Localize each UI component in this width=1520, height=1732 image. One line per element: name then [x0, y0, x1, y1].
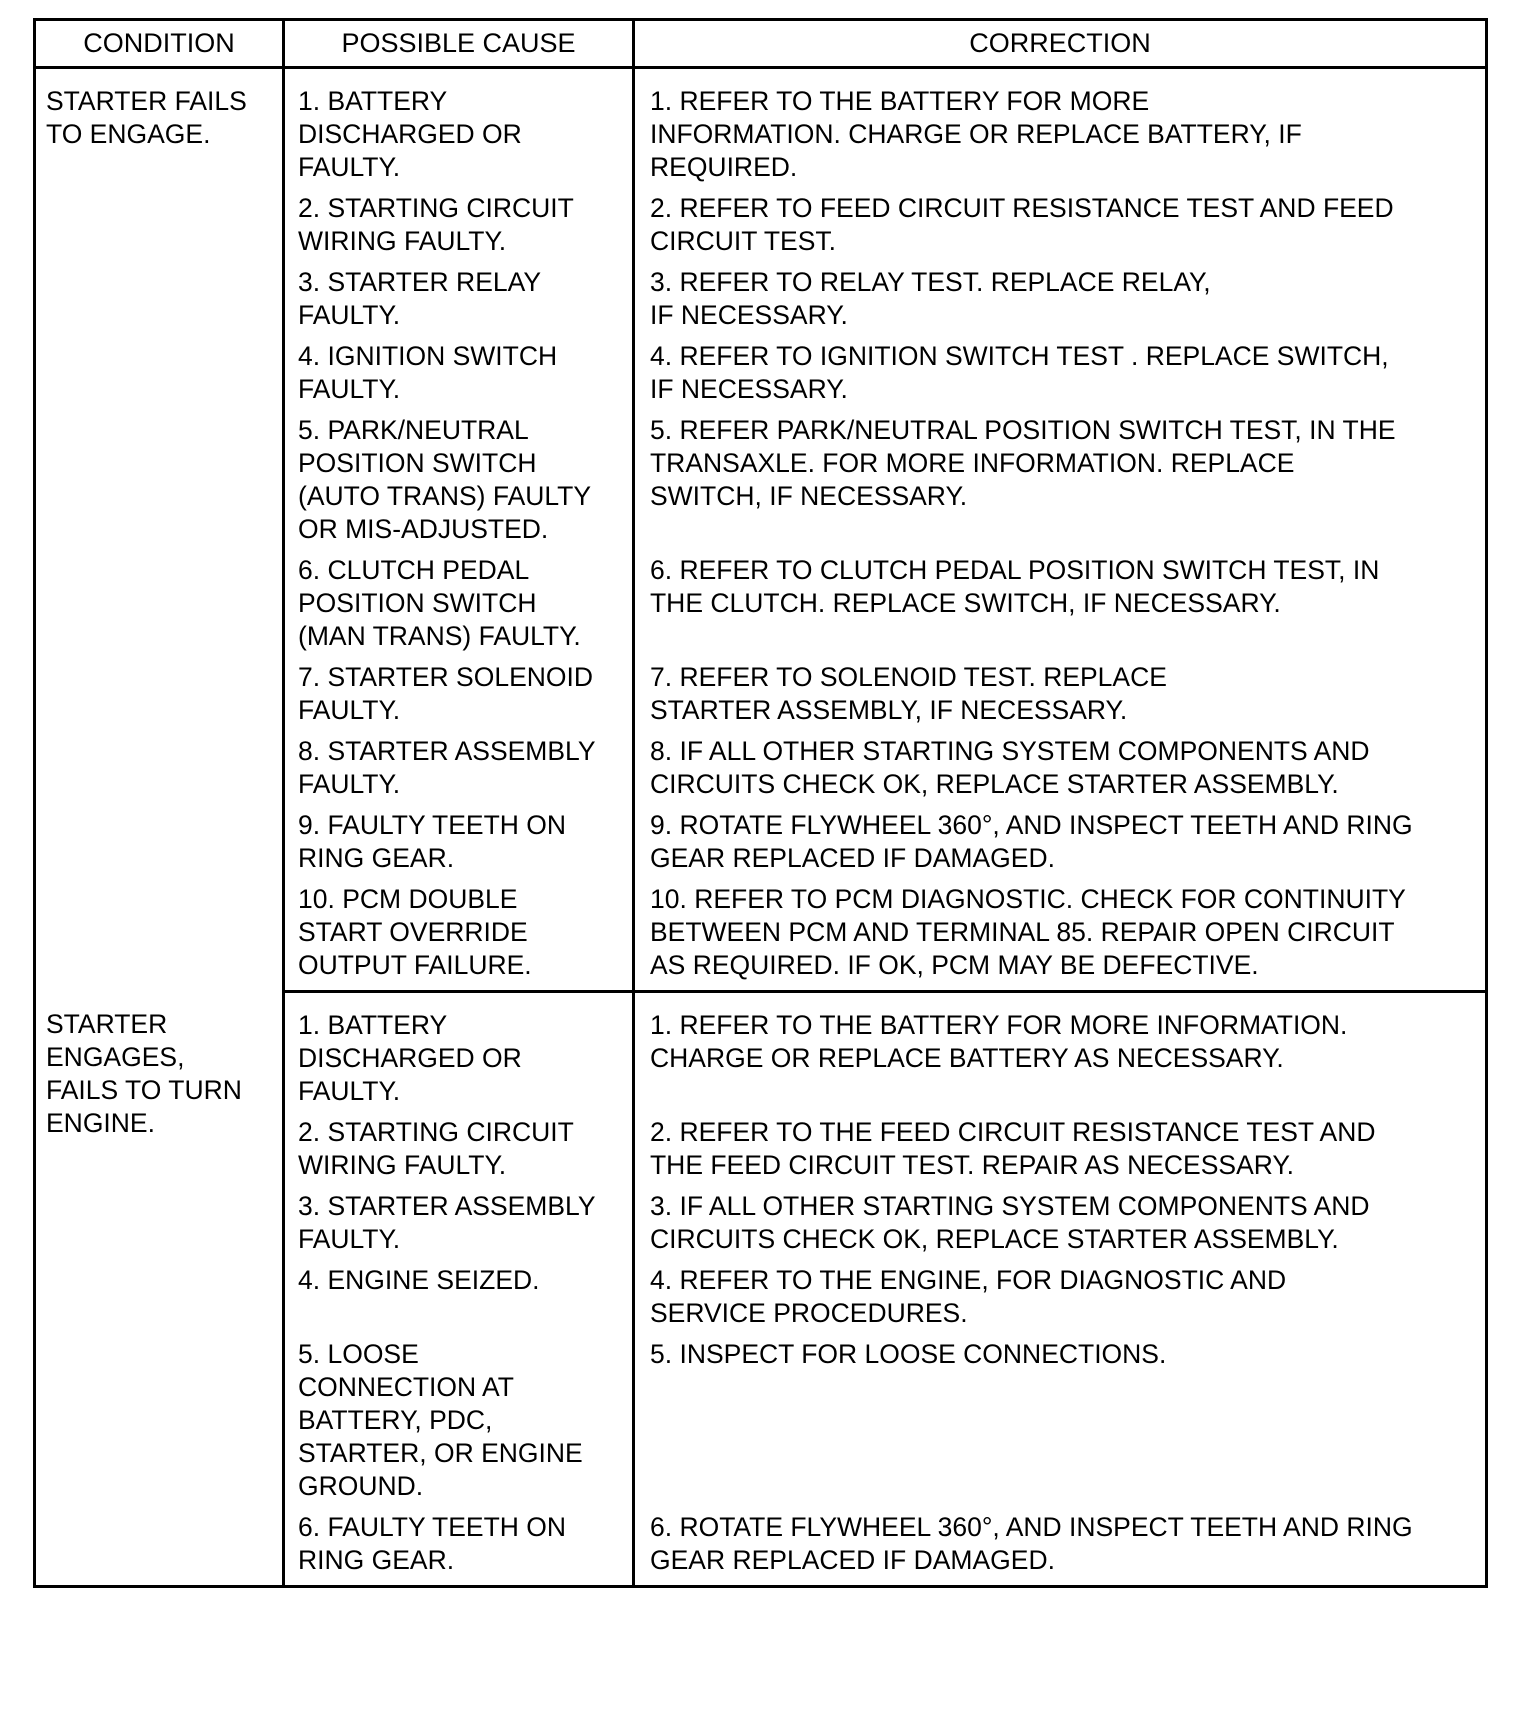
- correction-cell: 6. ROTATE FLYWHEEL 360°, AND INSPECT TEETH AND RING GEAR REPLACED IF DAMAGED.: [634, 1511, 1487, 1587]
- header-possible-cause: POSSIBLE CAUSE: [284, 20, 634, 68]
- possible-cause-cell: 10. PCM DOUBLE START OVERRIDE OUTPUT FAILURE.: [284, 883, 634, 992]
- diagnosis-table: [33, 18, 1488, 1588]
- possible-cause-cell: 4. IGNITION SWITCH FAULTY.: [284, 340, 634, 414]
- possible-cause-cell: 7. STARTER SOLENOID FAULTY.: [284, 661, 634, 735]
- correction-cell: 7. REFER TO SOLENOID TEST. REPLACE STARTER ASSEMBLY, IF NECESSARY.: [634, 661, 1487, 735]
- correction-cell: 5. INSPECT FOR LOOSE CONNECTIONS.: [634, 1338, 1487, 1511]
- possible-cause-cell: 4. ENGINE SEIZED.: [284, 1264, 634, 1338]
- possible-cause-cell: 3. STARTER ASSEMBLY FAULTY.: [284, 1190, 634, 1264]
- header-row: [35, 20, 1487, 68]
- correction-cell: 2. REFER TO FEED CIRCUIT RESISTANCE TEST AND FEED CIRCUIT TEST.: [634, 192, 1487, 266]
- possible-cause-cell: 8. STARTER ASSEMBLY FAULTY.: [284, 735, 634, 809]
- correction-cell: 6. REFER TO CLUTCH PEDAL POSITION SWITCH TEST, IN THE CLUTCH. REPLACE SWITCH, IF NECESSARY.: [634, 554, 1487, 661]
- possible-cause-cell: 3. STARTER RELAY FAULTY.: [284, 266, 634, 340]
- header-correction: CORRECTION: [634, 20, 1487, 68]
- possible-cause-cell: 1. BATTERY DISCHARGED OR FAULTY.: [284, 68, 634, 193]
- possible-cause-cell: 2. STARTING CIRCUIT WIRING FAULTY.: [284, 1116, 634, 1190]
- correction-cell: 8. IF ALL OTHER STARTING SYSTEM COMPONENTS AND CIRCUITS CHECK OK, REPLACE STARTER ASSEMBLY.: [634, 735, 1487, 809]
- correction-cell: 1. REFER TO THE BATTERY FOR MORE INFORMATION. CHARGE OR REPLACE BATTERY, IF REQUIRED.: [634, 68, 1487, 193]
- correction-cell: 9. ROTATE FLYWHEEL 360°, AND INSPECT TEETH AND RING GEAR REPLACED IF DAMAGED.: [634, 809, 1487, 883]
- correction-cell: 5. REFER PARK/NEUTRAL POSITION SWITCH TEST, IN THE TRANSAXLE. FOR MORE INFORMATION. REPLACE SWITCH, IF NECESSARY.: [634, 414, 1487, 554]
- header-condition: CONDITION: [35, 20, 284, 68]
- possible-cause-cell: 1. BATTERY DISCHARGED OR FAULTY.: [284, 992, 634, 1117]
- correction-cell: 3. REFER TO RELAY TEST. REPLACE RELAY, IF NECESSARY.: [634, 266, 1487, 340]
- possible-cause-cell: 2. STARTING CIRCUIT WIRING FAULTY.: [284, 192, 634, 266]
- possible-cause-cell: 5. LOOSE CONNECTION AT BATTERY, PDC, STARTER, OR ENGINE GROUND.: [284, 1338, 634, 1511]
- condition-cell: STARTER ENGAGES, FAILS TO TURN ENGINE.: [35, 992, 284, 1587]
- possible-cause-cell: 6. FAULTY TEETH ON RING GEAR.: [284, 1511, 634, 1587]
- correction-cell: 10. REFER TO PCM DIAGNOSTIC. CHECK FOR CONTINUITY BETWEEN PCM AND TERMINAL 85. REPAIR OPEN CIRCUIT AS REQUIRED. IF OK, PCM MAY BE DEFECTIVE.: [634, 883, 1487, 992]
- possible-cause-cell: 5. PARK/NEUTRAL POSITION SWITCH (AUTO TRANS) FAULTY OR MIS-ADJUSTED.: [284, 414, 634, 554]
- correction-cell: 4. REFER TO THE ENGINE, FOR DIAGNOSTIC AND SERVICE PROCEDURES.: [634, 1264, 1487, 1338]
- correction-cell: 3. IF ALL OTHER STARTING SYSTEM COMPONENTS AND CIRCUITS CHECK OK, REPLACE STARTER ASSEMBLY.: [634, 1190, 1487, 1264]
- table-body: [35, 68, 1487, 1587]
- possible-cause-cell: 9. FAULTY TEETH ON RING GEAR.: [284, 809, 634, 883]
- correction-cell: 2. REFER TO THE FEED CIRCUIT RESISTANCE TEST AND THE FEED CIRCUIT TEST. REPAIR AS NECESSARY.: [634, 1116, 1487, 1190]
- table-row: [35, 68, 1487, 193]
- condition-cell: STARTER FAILS TO ENGAGE.: [35, 68, 284, 992]
- correction-cell: 1. REFER TO THE BATTERY FOR MORE INFORMATION. CHARGE OR REPLACE BATTERY AS NECESSARY.: [634, 992, 1487, 1117]
- correction-cell: 4. REFER TO IGNITION SWITCH TEST . REPLACE SWITCH, IF NECESSARY.: [634, 340, 1487, 414]
- possible-cause-cell: 6. CLUTCH PEDAL POSITION SWITCH (MAN TRANS) FAULTY.: [284, 554, 634, 661]
- table-row: [35, 992, 1487, 1117]
